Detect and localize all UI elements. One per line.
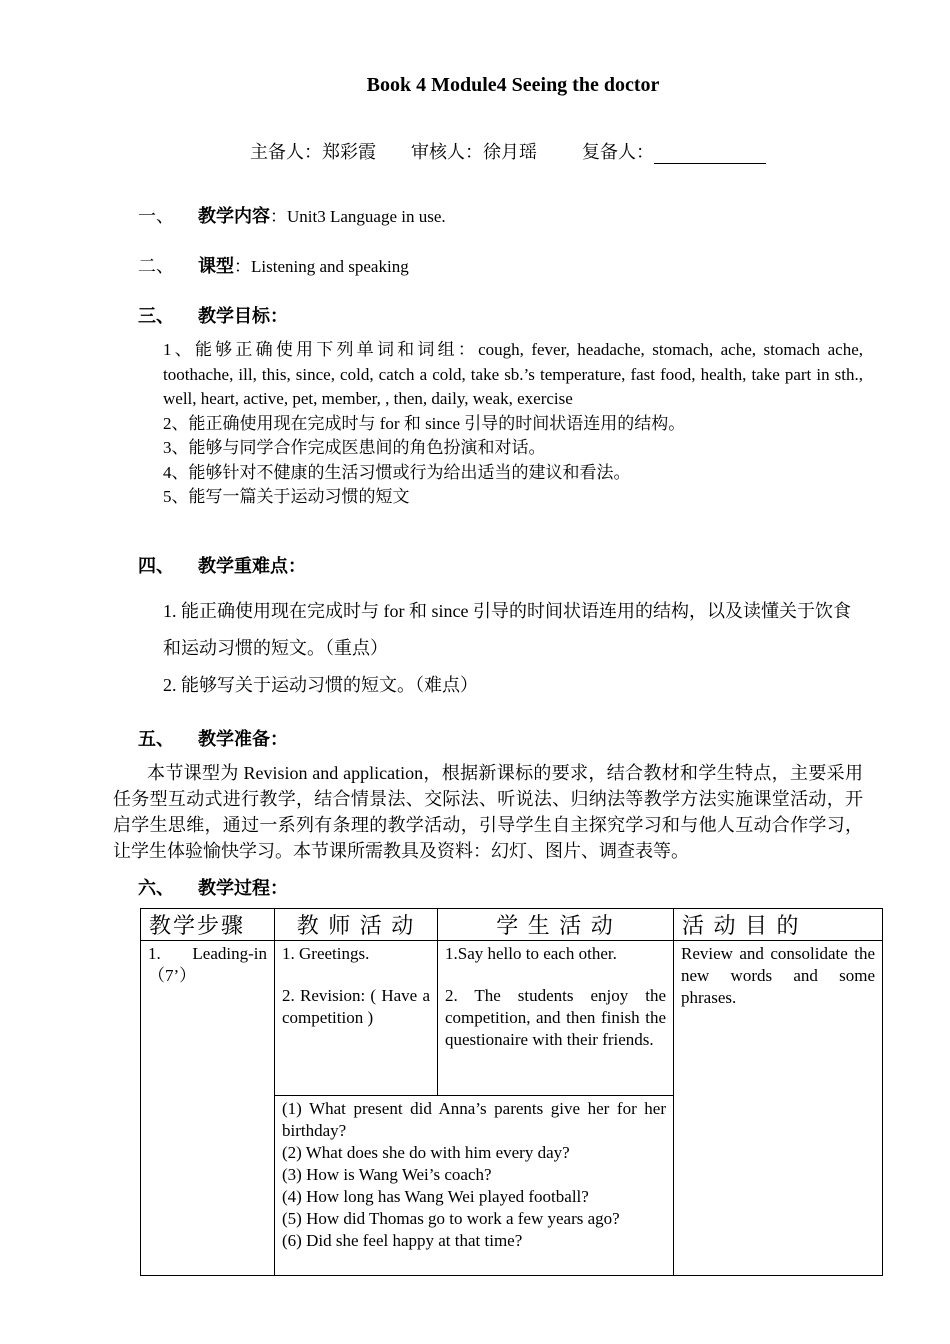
section-label: 教学重难点： [198,556,306,576]
question-item: (5) How did Thomas go to work a few years ago? [282,1209,620,1228]
section-number: 一、 [138,206,174,226]
questions-cell [275,1096,674,1276]
section-preparation [138,725,288,751]
section-label: 教学目标： [198,306,288,326]
objectives-list [163,338,863,510]
section-text: ：Unit3 Language in use. [270,207,446,226]
question-item: (4) How long has Wang Wei played football? [282,1187,589,1206]
purpose-text: Review and consolidate the new words and some phrases. [681,944,875,1007]
question-item: (6) Did she feel happy at that time? [282,1231,523,1250]
preparers-line [250,138,766,164]
section-label: 教学内容 [198,206,270,226]
header-purpose: 活 动 目 的 [674,909,883,941]
section-label: 课型 [198,256,234,276]
section-objectives [138,302,288,328]
list-item: 2. 能够写关于运动习惯的短文。（难点） [163,675,478,695]
section-key-points [138,552,306,578]
question-item: (2) What does she do with him every day? [282,1143,570,1162]
teacher-activity: 2. Revision: ( Have a competition ) [282,986,430,1027]
section-number: 五、 [138,729,174,749]
key-points-list [163,593,863,704]
student-activity: 2. The students enjoy the competition, and then finish the questionaire with their friends. [445,986,666,1049]
purpose-cell [674,941,883,1276]
list-item: 2、能正确使用现在完成时与 for 和 since 引导的时间状语连用的结构。 [163,413,686,433]
section-lesson-type [138,252,409,278]
header-teacher: 教 师 活 动 [275,909,438,941]
section-text: ：Listening and speaking [234,257,409,276]
reviewer: 审核人：徐月瑶 [411,142,537,162]
co-preparer: 复备人： [582,142,654,162]
question-item: (3) How is Wang Wei’s coach? [282,1165,492,1184]
section-number: 四、 [138,556,174,576]
student-activity: 1.Say hello to each other. [445,944,617,963]
preparation-paragraph: 本节课型为 Revision and application，根据新课标的要求，结合教材和学生特点，主要采用任务型互动式进行教学，结合情景法、交际法、听说法、归纳法等教学方法实施课堂活动，开启学生思维，通过一系列有条理的教学活动，引导学生自主探究学习和与他人互动合作学习，让学生体验愉快学习。本节课所需教具及资料：幻灯、图片、调查表等。 [113,763,863,861]
section-label: 教学准备： [198,729,288,749]
process-table [140,908,883,1276]
step-text: 1. Leading-in （7’） [148,944,267,985]
section-number: 六、 [138,878,174,898]
list-item: 1、能够正确使用下列单词和词组：cough, fever, headache, stomach, ache, stomach ache, toothache, ill, this, since, cold, catch a cold, take sb.’s temperature, fast food, health, take part in sth., well, heart, active, pet, member, , then, daily, weak, exercise [163,340,863,408]
student-cell [438,941,674,1096]
section-label: 教学过程： [198,878,288,898]
header-student: 学 生 活 动 [438,909,674,941]
section-number: 二、 [138,256,174,276]
table-row [141,941,883,1096]
list-item: 4、能够针对不健康的生活习惯或行为给出适当的建议和看法。 [163,462,631,482]
section-process [138,874,288,900]
table-header-row [141,909,883,941]
list-item: 5、能写一篇关于运动习惯的短文 [163,487,410,506]
section-number: 三、 [138,306,174,326]
section-content [138,202,446,228]
step-cell [141,941,275,1276]
document-title: Book 4 Module4 Seeing the doctor [366,74,660,96]
list-item: 1. 能正确使用现在完成时与 for 和 since 引导的时间状语连用的结构，以及读懂关于饮食和运动习惯的短文。（重点） [163,601,851,658]
list-item: 3、能够与同学合作完成医患间的角色扮演和对话。 [163,438,546,457]
header-step: 教学步骤 [141,909,275,941]
question-item: (1) What present did Anna’s parents give her for her birthday? [282,1099,666,1140]
teacher-activity: 1. Greetings. [282,944,370,963]
co-preparer-blank[interactable] [654,145,766,164]
teacher-cell [275,941,438,1096]
main-preparer: 主备人：郑彩霞 [250,142,376,162]
